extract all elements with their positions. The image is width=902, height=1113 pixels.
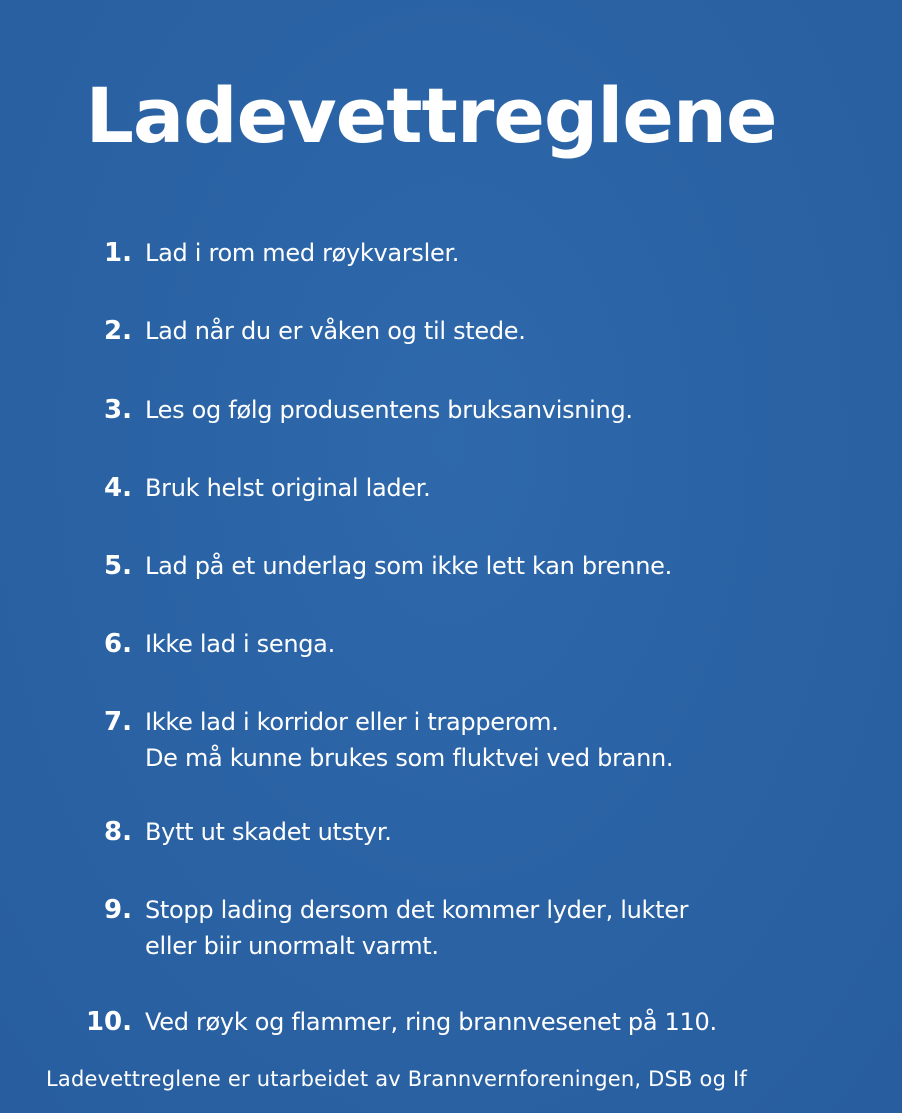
page-title: Ladevettreglene: [85, 71, 777, 160]
rule-text: Ved røyk og flammer, ring brannvesenet på 110.: [145, 1008, 717, 1036]
rule-text-continuation: eller biir unormalt varmt.: [145, 932, 439, 960]
footer-credit: Ladevettreglene er utarbeidet av Brannvernforeningen, DSB og If: [46, 1067, 747, 1091]
rule-number: 1.: [104, 238, 132, 268]
rule-number: 8.: [104, 817, 132, 847]
rule-text: Les og følg produsentens bruksanvisning.: [145, 396, 633, 424]
rule-text-continuation: De må kunne brukes som fluktvei ved brann.: [145, 744, 674, 772]
rule-number: 7.: [104, 707, 132, 737]
rule-text: Bytt ut skadet utstyr.: [145, 818, 392, 846]
rule-text: Ikke lad i korridor eller i trapperom.: [145, 708, 559, 736]
rule-text: Lad når du er våken og til stede.: [145, 317, 526, 345]
rule-number: 9.: [104, 895, 132, 925]
rule-number: 10.: [85, 1007, 132, 1037]
rule-number: 5.: [104, 551, 132, 581]
rule-text: Stopp lading dersom det kommer lyder, lukter: [145, 896, 689, 924]
rule-number: 2.: [104, 316, 132, 346]
rule-number: 6.: [104, 629, 132, 659]
rule-text: Bruk helst original lader.: [145, 474, 431, 502]
rule-number: 3.: [104, 395, 132, 425]
rule-text: Lad på et underlag som ikke lett kan brenne.: [145, 552, 672, 580]
rule-text: Ikke lad i senga.: [145, 630, 335, 658]
rule-number: 4.: [104, 473, 132, 503]
rule-text: Lad i rom med røykvarsler.: [145, 239, 460, 267]
